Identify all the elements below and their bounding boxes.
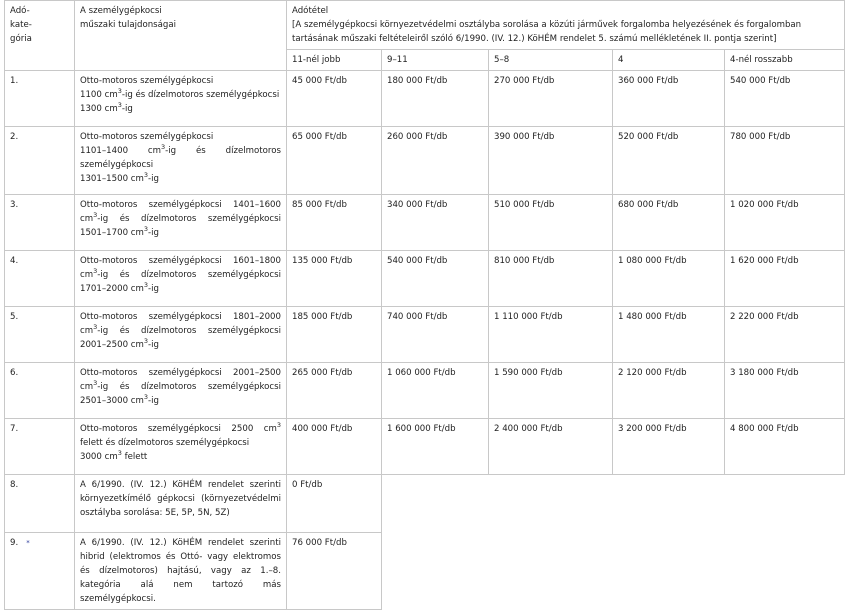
row-category: 6. <box>5 363 75 419</box>
desc-sup: 3 <box>93 211 98 220</box>
table-row <box>5 307 845 363</box>
desc-part: Otto-motoros személygépkocsi 1601–1800 cm <box>80 256 281 280</box>
rate-cell: 265 000 Ft/db <box>287 363 382 419</box>
desc-part: -ig és dízelmotoros személygépkocsi 2501–3000 cm <box>80 382 281 406</box>
empty-cell <box>382 533 845 610</box>
header-category: Adó- kate- gória <box>5 1 75 71</box>
desc-part: -ig és dízelmotoros személygépkocsi 2001–2500 cm <box>80 326 281 350</box>
subcol-4: 4-nél rosszabb <box>725 50 845 71</box>
table-row <box>5 363 845 419</box>
rate-cell: 0 Ft/db <box>287 475 382 533</box>
row-category: 5. <box>5 307 75 363</box>
row-description: A 6/1990. (IV. 12.) KöHÉM rendelet szerinti környezetkímélő gépkocsi (környezetvédelmi osztályba sorolása: 5E, 5P, 5N, 5Z) <box>75 475 287 533</box>
row-category: 1. <box>5 71 75 127</box>
desc-line <box>80 172 281 186</box>
rate-cell: 135 000 Ft/db <box>287 251 382 307</box>
rate-cell: 180 000 Ft/db <box>382 71 489 127</box>
rate-cell: 76 000 Ft/db <box>287 533 382 610</box>
rate-cell: 680 000 Ft/db <box>613 195 725 251</box>
desc-sup: 3 <box>117 87 122 96</box>
desc-line <box>80 88 281 102</box>
desc-part: -ig és dízelmotoros személygépkocsi 1501–1700 cm <box>80 214 281 238</box>
rate-cell: 85 000 Ft/db <box>287 195 382 251</box>
table-row <box>5 251 845 307</box>
rate-cell: 2 220 000 Ft/db <box>725 307 845 363</box>
desc-part: -ig <box>148 174 159 184</box>
row-category <box>5 533 75 610</box>
desc-part: -ig és dízelmotoros személygépkocsi <box>121 90 280 100</box>
header-properties: A személygépkocsi műszaki tulajdonságai <box>75 1 287 71</box>
row-description <box>75 419 287 475</box>
subcol-2: 5–8 <box>489 50 613 71</box>
desc-part: Otto-motoros személygépkocsi 2001–2500 cm <box>80 368 281 392</box>
desc-line <box>80 450 281 464</box>
desc-part: -ig és dízelmotoros személygépkocsi 1701–2000 cm <box>80 270 281 294</box>
desc-part: -ig és dízelmotoros személygépkocsi <box>80 146 281 170</box>
row-category: 7. <box>5 419 75 475</box>
desc-part: -ig <box>148 228 159 238</box>
rate-cell: 270 000 Ft/db <box>489 71 613 127</box>
rate-cell: 1 620 000 Ft/db <box>725 251 845 307</box>
rate-cell: 2 120 000 Ft/db <box>613 363 725 419</box>
desc-sup: 3 <box>93 267 98 276</box>
desc-sup: 3 <box>93 379 98 388</box>
header-row <box>5 1 845 50</box>
desc-sup: 3 <box>161 143 166 152</box>
desc-part: -ig <box>148 396 159 406</box>
rate-cell: 510 000 Ft/db <box>489 195 613 251</box>
row-description <box>75 251 287 307</box>
row-category: 3. <box>5 195 75 251</box>
desc-part: -ig <box>148 340 159 350</box>
desc-part: 1101–1400 cm <box>80 146 162 156</box>
empty-cell <box>382 475 845 533</box>
desc-part: 1301–1500 cm <box>80 174 144 184</box>
row-description <box>75 71 287 127</box>
rate-cell: 45 000 Ft/db <box>287 71 382 127</box>
rate-cell: 2 400 000 Ft/db <box>489 419 613 475</box>
table-row <box>5 195 845 251</box>
rate-cell: 340 000 Ft/db <box>382 195 489 251</box>
tax-rate-table <box>4 0 845 610</box>
rate-cell: 1 020 000 Ft/db <box>725 195 845 251</box>
desc-sup: 3 <box>117 101 122 110</box>
subcol-1: 9–11 <box>382 50 489 71</box>
desc-sup: 3 <box>143 281 149 290</box>
subcol-0: 11-nél jobb <box>287 50 382 71</box>
desc-part: 1100 cm <box>80 90 118 100</box>
rate-cell: 1 060 000 Ft/db <box>382 363 489 419</box>
header-rate <box>287 1 845 50</box>
subcol-3: 4 <box>613 50 725 71</box>
rate-cell: 3 200 000 Ft/db <box>613 419 725 475</box>
rate-cell: 540 000 Ft/db <box>725 71 845 127</box>
desc-sup: 3 <box>276 421 281 430</box>
rate-cell: 1 480 000 Ft/db <box>613 307 725 363</box>
row-category: 2. <box>5 127 75 195</box>
rate-cell: 400 000 Ft/db <box>287 419 382 475</box>
table-row <box>5 533 845 610</box>
rate-cell: 390 000 Ft/db <box>489 127 613 195</box>
desc-part: 3000 cm <box>80 452 118 462</box>
desc-part: felett és dízelmotoros személygépkocsi <box>80 438 250 448</box>
rate-note: [A személygépkocsi környezetvédelmi osztályba sorolása a közúti járművek forgalomba helyezésének és forgalomban tartásának műszaki feltételeiről szóló 6/1990. (IV. 12.) KöHÉM rendelet 5. számú mellékletének II. pontja szerint] <box>292 20 802 44</box>
desc-sup: 3 <box>143 225 149 234</box>
rate-cell: 3 180 000 Ft/db <box>725 363 845 419</box>
desc-line: Otto-motoros személygépkocsi <box>80 76 214 86</box>
desc-part: felett <box>121 452 148 462</box>
row-description: A 6/1990. (IV. 12.) KöHÉM rendelet szerinti hibrid (elektromos és Ottó- vagy elektromos és dízelmotoros) hajtású, vagy az 1.–8. kategória alá nem tartozó más személygépkocsi. <box>75 533 287 610</box>
rate-cell: 185 000 Ft/db <box>287 307 382 363</box>
rate-title: Adótétel <box>292 6 329 16</box>
desc-part: Otto-motoros személygépkocsi 1801–2000 cm <box>80 312 281 336</box>
desc-part: Otto-motoros személygépkocsi 1401–1600 cm <box>80 200 281 224</box>
row-description <box>75 195 287 251</box>
rate-cell: 65 000 Ft/db <box>287 127 382 195</box>
rate-cell: 1 110 000 Ft/db <box>489 307 613 363</box>
rate-cell: 520 000 Ft/db <box>613 127 725 195</box>
row-description <box>75 307 287 363</box>
table-row <box>5 127 845 195</box>
desc-part: -ig <box>148 284 159 294</box>
table-row <box>5 475 845 533</box>
table-row <box>5 419 845 475</box>
rate-cell: 1 590 000 Ft/db <box>489 363 613 419</box>
desc-part: 1300 cm <box>80 104 118 114</box>
rate-cell: 810 000 Ft/db <box>489 251 613 307</box>
row-description <box>75 363 287 419</box>
footnote-star[interactable]: * <box>26 539 30 547</box>
rate-cell: 260 000 Ft/db <box>382 127 489 195</box>
row-category: 4. <box>5 251 75 307</box>
desc-sup: 3 <box>93 323 98 332</box>
rate-cell: 540 000 Ft/db <box>382 251 489 307</box>
rate-cell: 780 000 Ft/db <box>725 127 845 195</box>
rate-cell: 4 800 000 Ft/db <box>725 419 845 475</box>
desc-line <box>80 102 281 116</box>
rate-cell: 1 080 000 Ft/db <box>613 251 725 307</box>
desc-sup: 3 <box>143 337 149 346</box>
desc-line: Otto-motoros személygépkocsi <box>80 132 214 142</box>
row-description <box>75 127 287 195</box>
row-category: 8. <box>5 475 75 533</box>
rate-cell: 1 600 000 Ft/db <box>382 419 489 475</box>
desc-part: -ig <box>121 104 133 114</box>
table-row <box>5 71 845 127</box>
desc-sup: 3 <box>143 171 149 180</box>
rate-cell: 740 000 Ft/db <box>382 307 489 363</box>
desc-part: Otto-motoros személygépkocsi 2500 cm <box>80 424 277 434</box>
rate-cell: 360 000 Ft/db <box>613 71 725 127</box>
desc-sup: 3 <box>117 449 122 458</box>
category-number: 9. <box>10 538 19 548</box>
desc-sup: 3 <box>143 393 149 402</box>
desc-line <box>80 144 281 172</box>
